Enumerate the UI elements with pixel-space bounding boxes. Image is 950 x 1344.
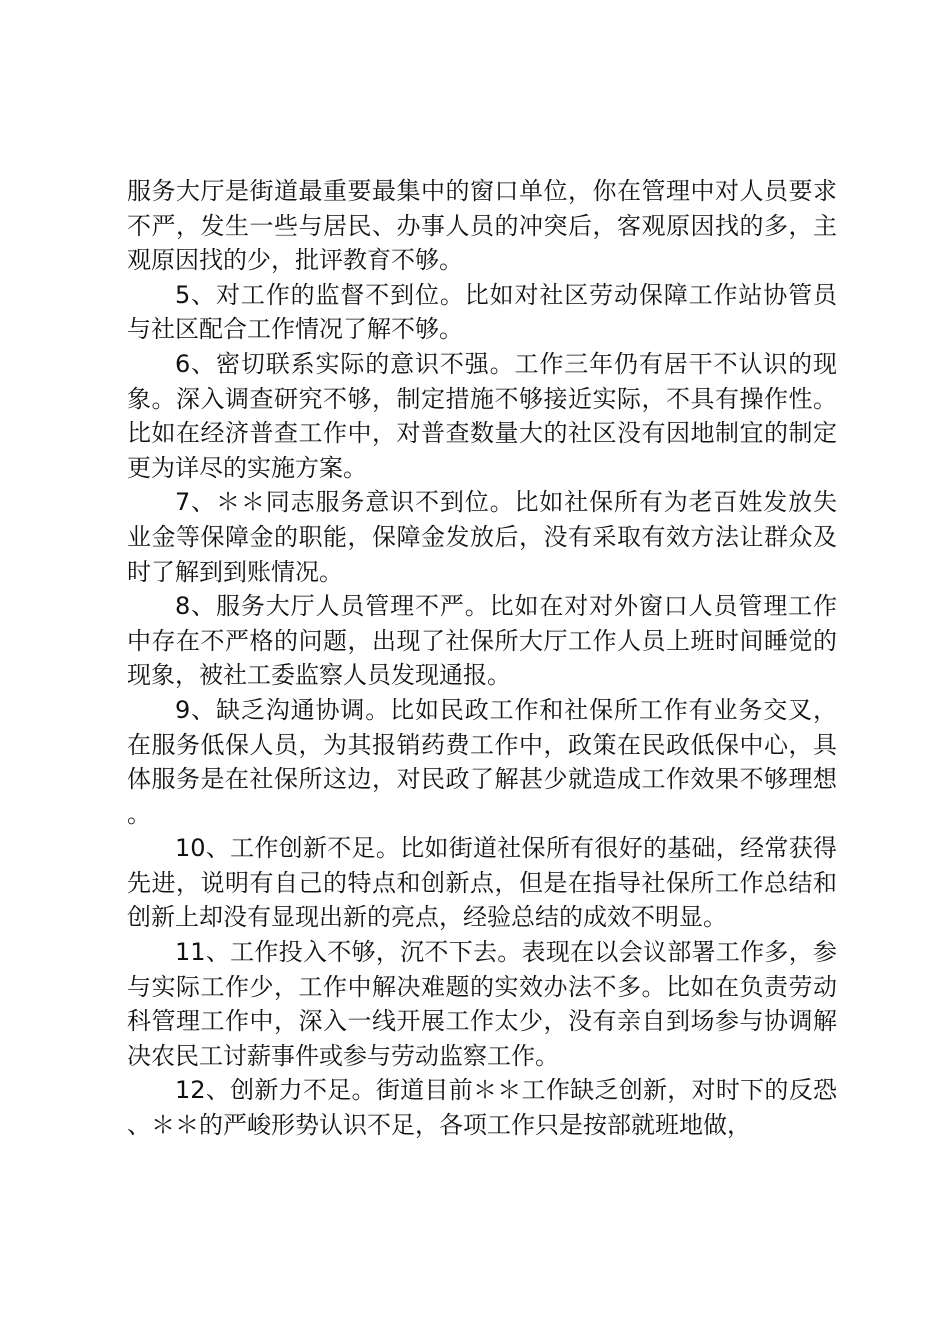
paragraph-item-11: 11、工作投入不够，沉不下去。表现在以会议部署工作多，参与实际工作少，工作中解决难题的实效办法不多。比如在负责劳动科管理工作中，深入一线开展工作太少，没有亲自到场参与协调解决农民工讨薪事件或参与劳动监察工作。 <box>127 938 837 1070</box>
paragraph-item-5: 5、对工作的监督不到位。比如对社区劳动保障工作站协管员与社区配合工作情况了解不够。 <box>127 280 837 344</box>
paragraph-item-10: 10、工作创新不足。比如街道社保所有很好的基础，经常获得先进，说明有自己的特点和创新点，但是在指导社保所工作总结和创新上却没有显现出新的亮点，经验总结的成效不明显。 <box>127 834 837 932</box>
paragraph-item-9: 9、缺乏沟通协调。比如民政工作和社保所工作有业务交叉，在服务低保人员，为其报销药费工作中，政策在民政低保中心，具体服务是在社保所这边，对民政了解甚少就造成工作效果不够理想。 <box>127 695 837 828</box>
paragraph-continuation: 服务大厅是街道最重要最集中的窗口单位，你在管理中对人员要求不严，发生一些与居民、办事人员的冲突后，客观原因找的多，主观原因找的少，批评教育不够。 <box>127 177 837 275</box>
paragraph-item-6: 6、密切联系实际的意识不强。工作三年仍有居干不认识的现象。深入调查研究不够，制定措施不够接近实际，不具有操作性。比如在经济普查工作中，对普查数量大的社区没有因地制宜的制定更为详尽的实施方案。 <box>127 349 837 482</box>
document-body <box>127 174 837 1143</box>
paragraph-item-7: 7、＊＊同志服务意识不到位。比如社保所有为老百姓发放失业金等保障金的职能，保障金发放后，没有采取有效方法让群众及时了解到到账情况。 <box>127 488 837 586</box>
paragraph-item-12: 12、创新力不足。街道目前＊＊工作缺乏创新，对时下的反恐、＊＊的严峻形势认识不足，各项工作只是按部就班地做， <box>127 1076 837 1140</box>
paragraph-item-8: 8、服务大厅人员管理不严。比如在对对外窗口人员管理工作中存在不严格的问题，出现了社保所大厅工作人员上班时间睡觉的现象，被社工委监察人员发现通报。 <box>127 592 837 690</box>
